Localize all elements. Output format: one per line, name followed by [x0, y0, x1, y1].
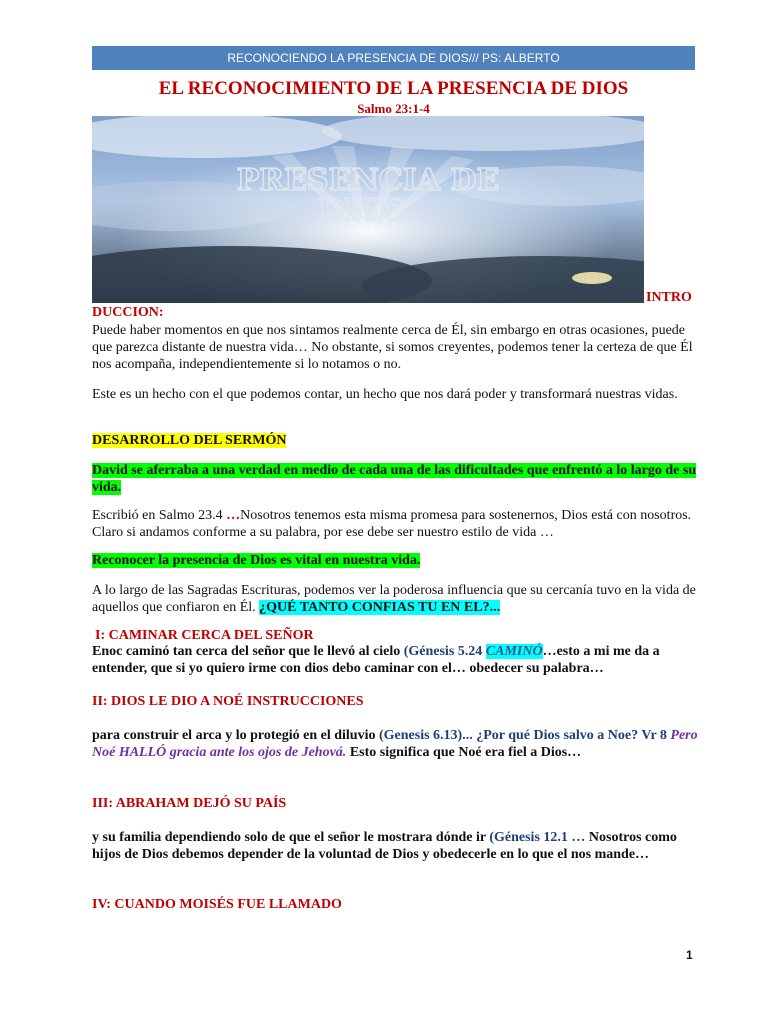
intro-heading-part2: DUCCION:	[92, 305, 164, 320]
hero-text-line2: DIOS	[318, 193, 406, 228]
paragraph-fact: Este es un hecho con el que podemos contar, un hecho que nos dará poder y transformará nuestras vidas.	[92, 387, 678, 402]
hero-text-line1: PRESENCIA DE	[236, 163, 500, 198]
document-subtitle: Salmo 23:1-4	[357, 101, 430, 116]
caminó-highlight: CAMINÓ	[485, 644, 543, 659]
psalm-text-b: Nosotros tenemos esta misma promesa para sostenernos, Dios está con nosotros. Claro si andamos conforme a su palabra, por ese debe ser nuestro estilo de vida …	[92, 508, 692, 540]
recognize-highlight	[92, 552, 698, 569]
intro-heading-part1: INTRO	[646, 290, 692, 305]
psalm-ellipsis: …	[226, 508, 241, 523]
david-highlight-text: David se aferraba a una verdad en medio de cada una de las dificultades que enfrentó a lo largo de su vida.	[92, 463, 697, 495]
paragraph-psalm	[92, 507, 698, 541]
section-1-heading: I: CAMINAR CERCA DEL SEÑOR	[95, 628, 314, 643]
section-4-heading: IV: CUANDO MOISÉS FUE LLAMADO	[92, 897, 342, 912]
trust-question: ¿QUÉ TANTO CONFIAS TU EN EL?...	[259, 600, 501, 615]
section-2-body: para construir el arca y lo protegió en el diluvio (Genesis 6.13)... ¿Por qué Dios salvo a Noe? Vr 8 Pero Noé HALLÓ gracia ante los ojos de Jehová. Esto significa que Noé era fiel a Dios…	[92, 728, 698, 760]
david-highlight	[92, 462, 698, 496]
scriptures-text: A lo largo de las Sagradas Escrituras, podemos ver la poderosa influencia que su cercanía tuvo en la vida de aquellos que confiaron en Él.	[92, 583, 696, 615]
section-2-heading: II: DIOS LE DIO A NOÉ INSTRUCCIONES	[92, 694, 364, 709]
section-3-heading: III: ABRAHAM DEJÓ SU PAÍS	[92, 796, 287, 811]
hero-image	[92, 116, 644, 303]
document-title: EL RECONOCIMIENTO DE LA PRESENCIA DE DIOS	[158, 78, 629, 99]
page-header: RECONOCIENDO LA PRESENCIA DE DIOS/// PS: ALBERTO	[92, 46, 695, 70]
psalm-text-a: Escribió en Salmo 23.4	[92, 508, 227, 523]
section-development-heading	[92, 432, 698, 449]
development-heading-text: DESARROLLO DEL SERMÓN	[92, 433, 287, 448]
recognize-highlight-text: Reconocer la presencia de Dios es vital en nuestra vida.	[92, 553, 421, 568]
page-number: 1	[686, 948, 693, 962]
section-1-body: Enoc caminó tan cerca del señor que le llevó al cielo (Génesis 5.24 CAMINÓ…esto a mi me da a entender, que si yo quiero irme con dios debo caminar con el… obedecer su palabra…	[92, 644, 660, 676]
paragraph-scriptures	[92, 582, 698, 616]
paragraph-intro: Puede haber momentos en que nos sintamos realmente cerca de Él, sin embargo en otras ocasiones, puede que parezca distante de nuestra vida… No obstante, si somos creyentes, podemos tener la certeza de que Él nos acompaña, independientemente si lo notamos o no.	[92, 323, 693, 372]
section-3-body: y su familia dependiendo solo de que el señor le mostrara dónde ir (Génesis 12.1 … Nosotros como hijos de Dios debemos depender de la voluntad de Dios y obedecerle en lo que el nos mande…	[92, 830, 677, 862]
